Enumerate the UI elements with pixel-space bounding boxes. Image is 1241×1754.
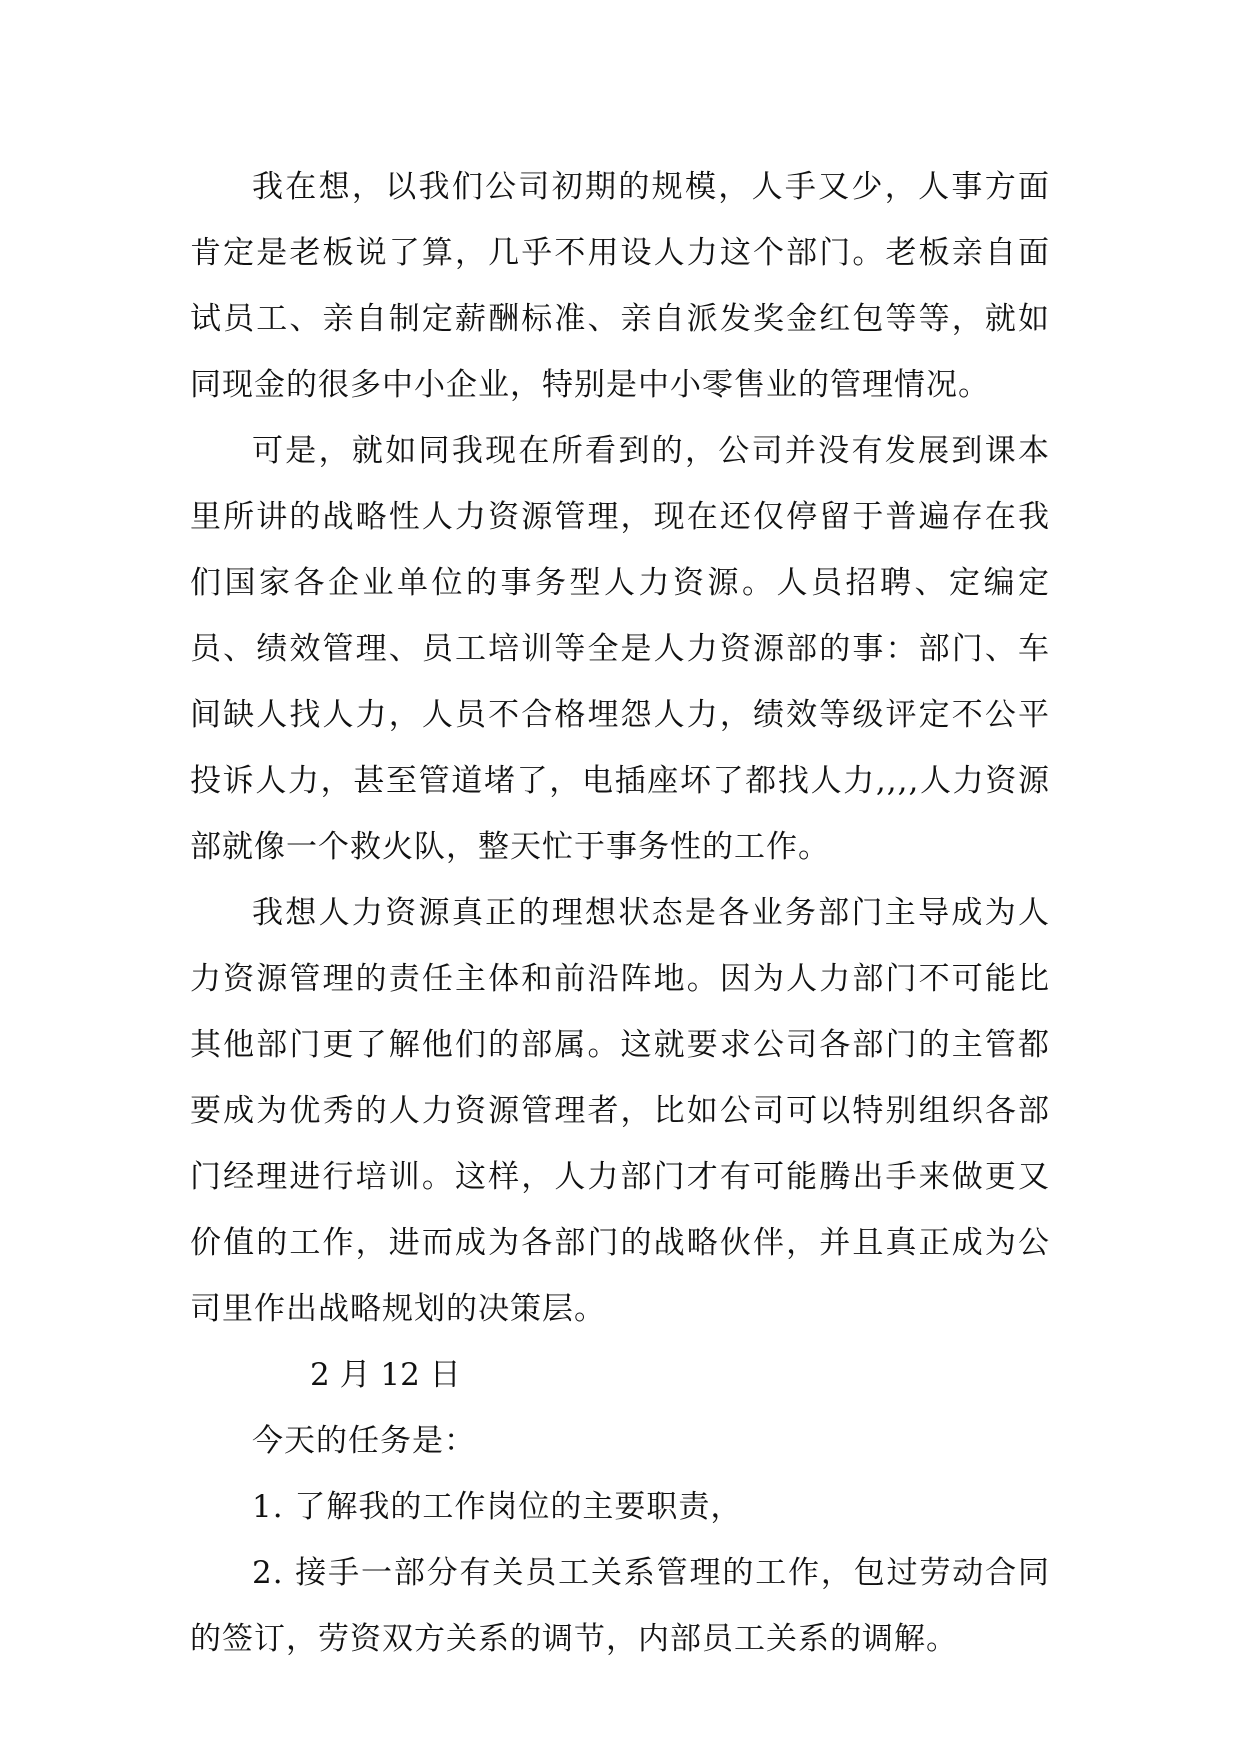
document-body <box>190 154 1050 1672</box>
paragraph-3: 我想人力资源真正的理想状态是各业务部门主导成为人力资源管理的责任主体和前沿阵地。因为人力部门不可能比其他部门更了解他们的部属。这就要求公司各部门的主管都要成为优秀的人力资源管理者，比如公司可以特别组织各部门经理进行培训。这样，人力部门才有可能腾出手来做更又价值的工作，进而成为各部门的战略伙伴，并且真正成为公司里作出战略规划的决策层。 <box>190 895 1050 1327</box>
paragraph-2: 可是，就如同我现在所看到的，公司并没有发展到课本里所讲的战略性人力资源管理，现在还仅停留于普遍存在我们国家各企业单位的事务型人力资源。人员招聘、定编定员、绩效管理、员工培训等全是人力资源部的事：部门、车间缺人找人力，人员不合格埋怨人力，绩效等级评定不公平投诉人力，甚至管道堵了，电插座坏了都找人力,,,,人力资源部就像一个救火队，整天忙于事务性的工作。 <box>190 433 1050 865</box>
task-intro: 今天的任务是： <box>252 1423 476 1459</box>
task-item-2: 2. 接手一部分有关员工关系管理的工作，包过劳动合同的签订，劳资双方关系的调节，内部员工关系的调解。 <box>190 1555 1050 1657</box>
task-item-1: 1. 了解我的工作岗位的主要职责， <box>252 1489 743 1525</box>
date-heading: 2 月 12 日 <box>310 1357 461 1393</box>
paragraph-1: 我在想，以我们公司初期的规模，人手又少，人事方面肯定是老板说了算，几乎不用设人力这个部门。老板亲自面试员工、亲自制定薪酬标准、亲自派发奖金红包等等，就如同现金的很多中小企业，特别是中小零售业的管理情况。 <box>190 169 1050 403</box>
